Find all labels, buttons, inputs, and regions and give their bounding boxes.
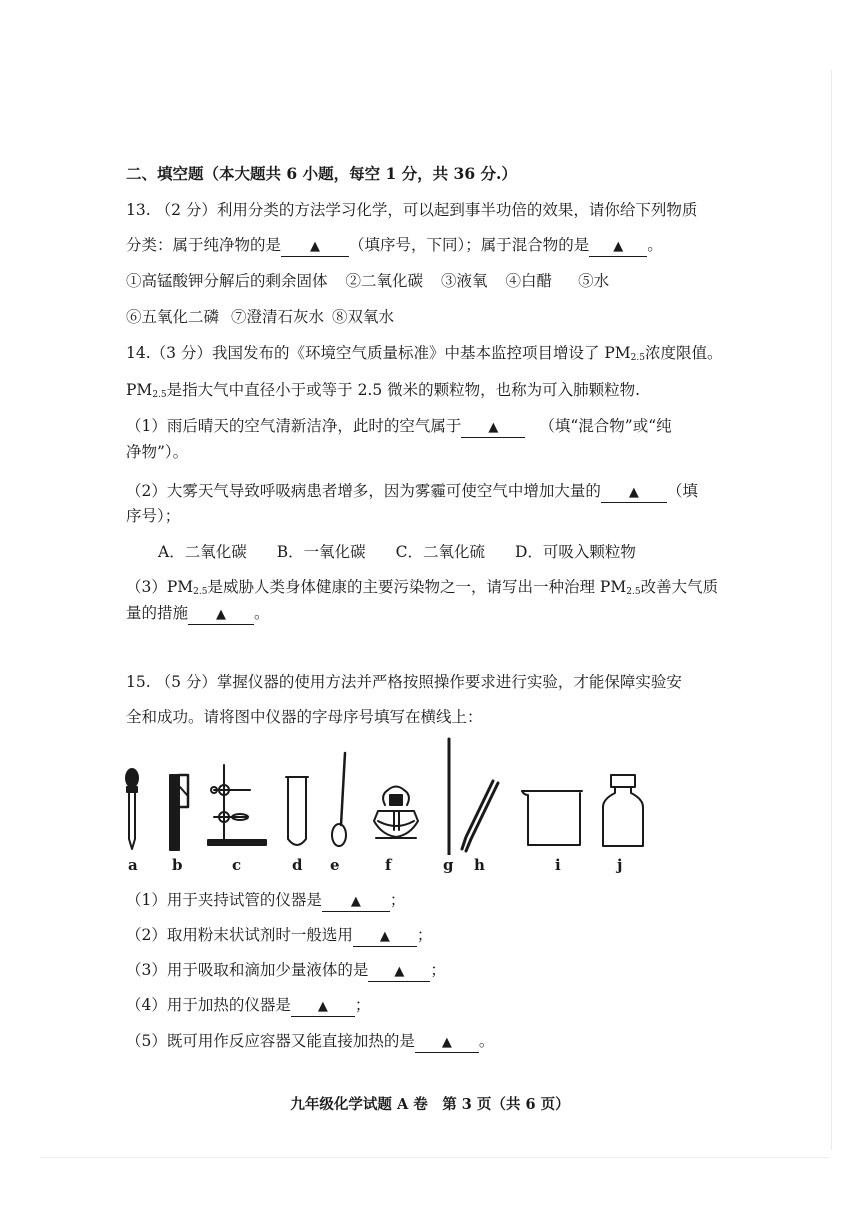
scan-edge [40, 1157, 830, 1158]
triangle-mark: ▲ [379, 929, 390, 944]
q15-text: ； [389, 891, 406, 909]
page-footer: 九年级化学试题 A 卷 第 3 页（共 6 页） [290, 1096, 570, 1113]
test-tube-icon [286, 777, 308, 845]
dropper-icon [126, 769, 138, 849]
triangle-mark: ▲ [310, 239, 321, 254]
choice-item: A．二氧化碳 [158, 543, 247, 561]
q15-text: ； [430, 961, 446, 979]
answer-blank[interactable] [461, 417, 525, 438]
q14-choices [158, 542, 636, 562]
q14-text: （2）大雾天气导致呼吸病患者增多，因为雾霾可使空气中增加大量的 [126, 482, 601, 500]
q14-text: 是威胁人类身体健康的主要污染物之一，请写出一种治理 PM [207, 578, 627, 596]
q15-part2 [126, 925, 432, 947]
q15-part5 [126, 1031, 494, 1053]
apparatus-label: g [443, 856, 454, 874]
q14-text: （3）PM [126, 578, 194, 596]
test-tube-holder-icon [170, 775, 188, 850]
q14-part1-cont: 净物”）。 [126, 443, 189, 461]
q15-part1 [126, 890, 405, 912]
q13-stem: 13. （2 分）利用分类的方法学习化学，可以起到事半功倍的效果，请你给下列物质 [126, 201, 698, 219]
apparatus-label: e [330, 856, 340, 874]
q15-line2: 全和成功。请将图中仪器的字母序号填写在横线上： [126, 708, 483, 726]
answer-blank[interactable] [601, 482, 667, 503]
q14-text: （填“混合物”或“纯 [539, 417, 672, 435]
q14-text: 。 [254, 604, 270, 622]
reagent-bottle-icon [603, 775, 643, 846]
option-item: ②二氧化碳 [345, 272, 424, 290]
subscript: 2.5 [152, 390, 167, 400]
apparatus-label: f [385, 856, 392, 874]
q15-stem: 15. （5 分）掌握仪器的使用方法并严格按照操作要求进行实验，才能保障实验安 [126, 673, 682, 691]
q13-options-row1 [126, 271, 609, 291]
apparatus-label: a [128, 856, 138, 874]
q14-text: 改善大气质 [640, 578, 719, 596]
q15-text: （2）取用粉末状试剂时一般选用 [126, 926, 353, 944]
q14-text: 是指大气中直径小于或等于 2.5 微米的颗粒物，也称为可入肺颗粒物. [166, 381, 641, 399]
option-item: ⑦澄清石灰水 [231, 308, 325, 326]
q14-part3 [126, 577, 718, 602]
q15-text: ； [416, 926, 433, 944]
iron-stand-icon [208, 765, 266, 845]
choice-item: D．可吸入颗粒物 [514, 543, 636, 561]
scan-edge [831, 70, 832, 1150]
q15-text: （3）用于吸取和滴加少量液体的是 [126, 961, 369, 979]
triangle-mark: ▲ [216, 607, 227, 622]
q14-text: （填 [666, 482, 698, 500]
q15-text: ； [354, 996, 371, 1014]
choice-item: B．一氧化碳 [276, 543, 366, 561]
answer-blank[interactable] [589, 236, 647, 257]
triangle-mark: ▲ [317, 999, 328, 1014]
q15-text: （5）既可用作反应容器又能直接加热的是 [126, 1032, 415, 1050]
triangle-mark: ▲ [394, 964, 405, 979]
triangle-mark: ▲ [613, 239, 624, 254]
medicine-spoon-icon [332, 753, 346, 846]
q14-stem [126, 343, 723, 368]
option-item: ③液氧 [441, 272, 488, 290]
triangle-mark: ▲ [628, 485, 639, 500]
q13-line2 [126, 235, 663, 257]
option-item: ⑥五氧化二磷 [126, 308, 220, 326]
answer-blank[interactable] [188, 604, 254, 625]
tweezers-icon [462, 781, 498, 851]
option-item: ⑧双氧水 [332, 308, 395, 326]
section-title: 二、填空题（本大题共 6 小题，每空 1 分，共 36 分.） [126, 164, 517, 183]
q14-text: （1）雨后晴天的空气清新洁净，此时的空气属于 [126, 417, 462, 435]
option-item: ①高锰酸钾分解后的剩余固体 [126, 272, 328, 290]
q15-text: 。 [478, 1032, 495, 1050]
q14-text: 量的措施 [126, 604, 189, 622]
option-item: ④白醋 [505, 272, 553, 290]
q13-text: 分类：属于纯净物的是 [126, 236, 282, 254]
q13-text: （填序号，下同）；属于混合物的是 [349, 236, 590, 254]
q15-text: （1）用于夹持试管的仪器是 [126, 891, 322, 909]
q13-text: 。 [647, 236, 663, 254]
apparatus-label: i [555, 856, 561, 874]
answer-blank[interactable] [281, 236, 349, 257]
answer-blank[interactable] [322, 891, 390, 912]
apparatus-label: h [474, 856, 485, 874]
triangle-mark: ▲ [441, 1035, 452, 1050]
lab-apparatus-figure [110, 735, 670, 855]
answer-blank[interactable] [291, 996, 355, 1017]
subscript: 2.5 [630, 353, 645, 363]
q15-part4 [126, 995, 370, 1017]
q15-part3 [126, 960, 446, 982]
q14-text: 14.（3 分）我国发布的《环境空气质量标准》中基本监控项目增设了 PM [126, 344, 631, 362]
q14-part3-cont [126, 603, 270, 625]
q14-part2 [126, 481, 698, 503]
triangle-mark: ▲ [350, 894, 361, 909]
apparatus-label: c [232, 856, 242, 874]
subscript: 2.5 [626, 587, 641, 597]
subscript: 2.5 [193, 587, 208, 597]
q14-text: PM [126, 381, 153, 399]
answer-blank[interactable] [353, 926, 417, 947]
q14-part2-cont: 序号）； [126, 507, 181, 525]
choice-item: C．二氧化硫 [395, 543, 485, 561]
q13-options-row2 [126, 307, 394, 327]
triangle-mark: ▲ [488, 420, 499, 435]
apparatus-label: b [172, 856, 183, 874]
answer-blank[interactable] [415, 1032, 479, 1053]
alcohol-lamp-icon [374, 787, 418, 839]
apparatus-label: d [292, 856, 303, 874]
option-item: ⑤水 [578, 272, 610, 290]
q14-part1 [126, 416, 672, 438]
q14-text: 浓度限值。 [645, 344, 723, 362]
answer-blank[interactable] [368, 961, 430, 982]
beaker-icon [522, 791, 582, 845]
apparatus-label: j [617, 856, 623, 874]
q14-line2 [126, 380, 640, 405]
q15-text: （4）用于加热的仪器是 [126, 996, 291, 1014]
